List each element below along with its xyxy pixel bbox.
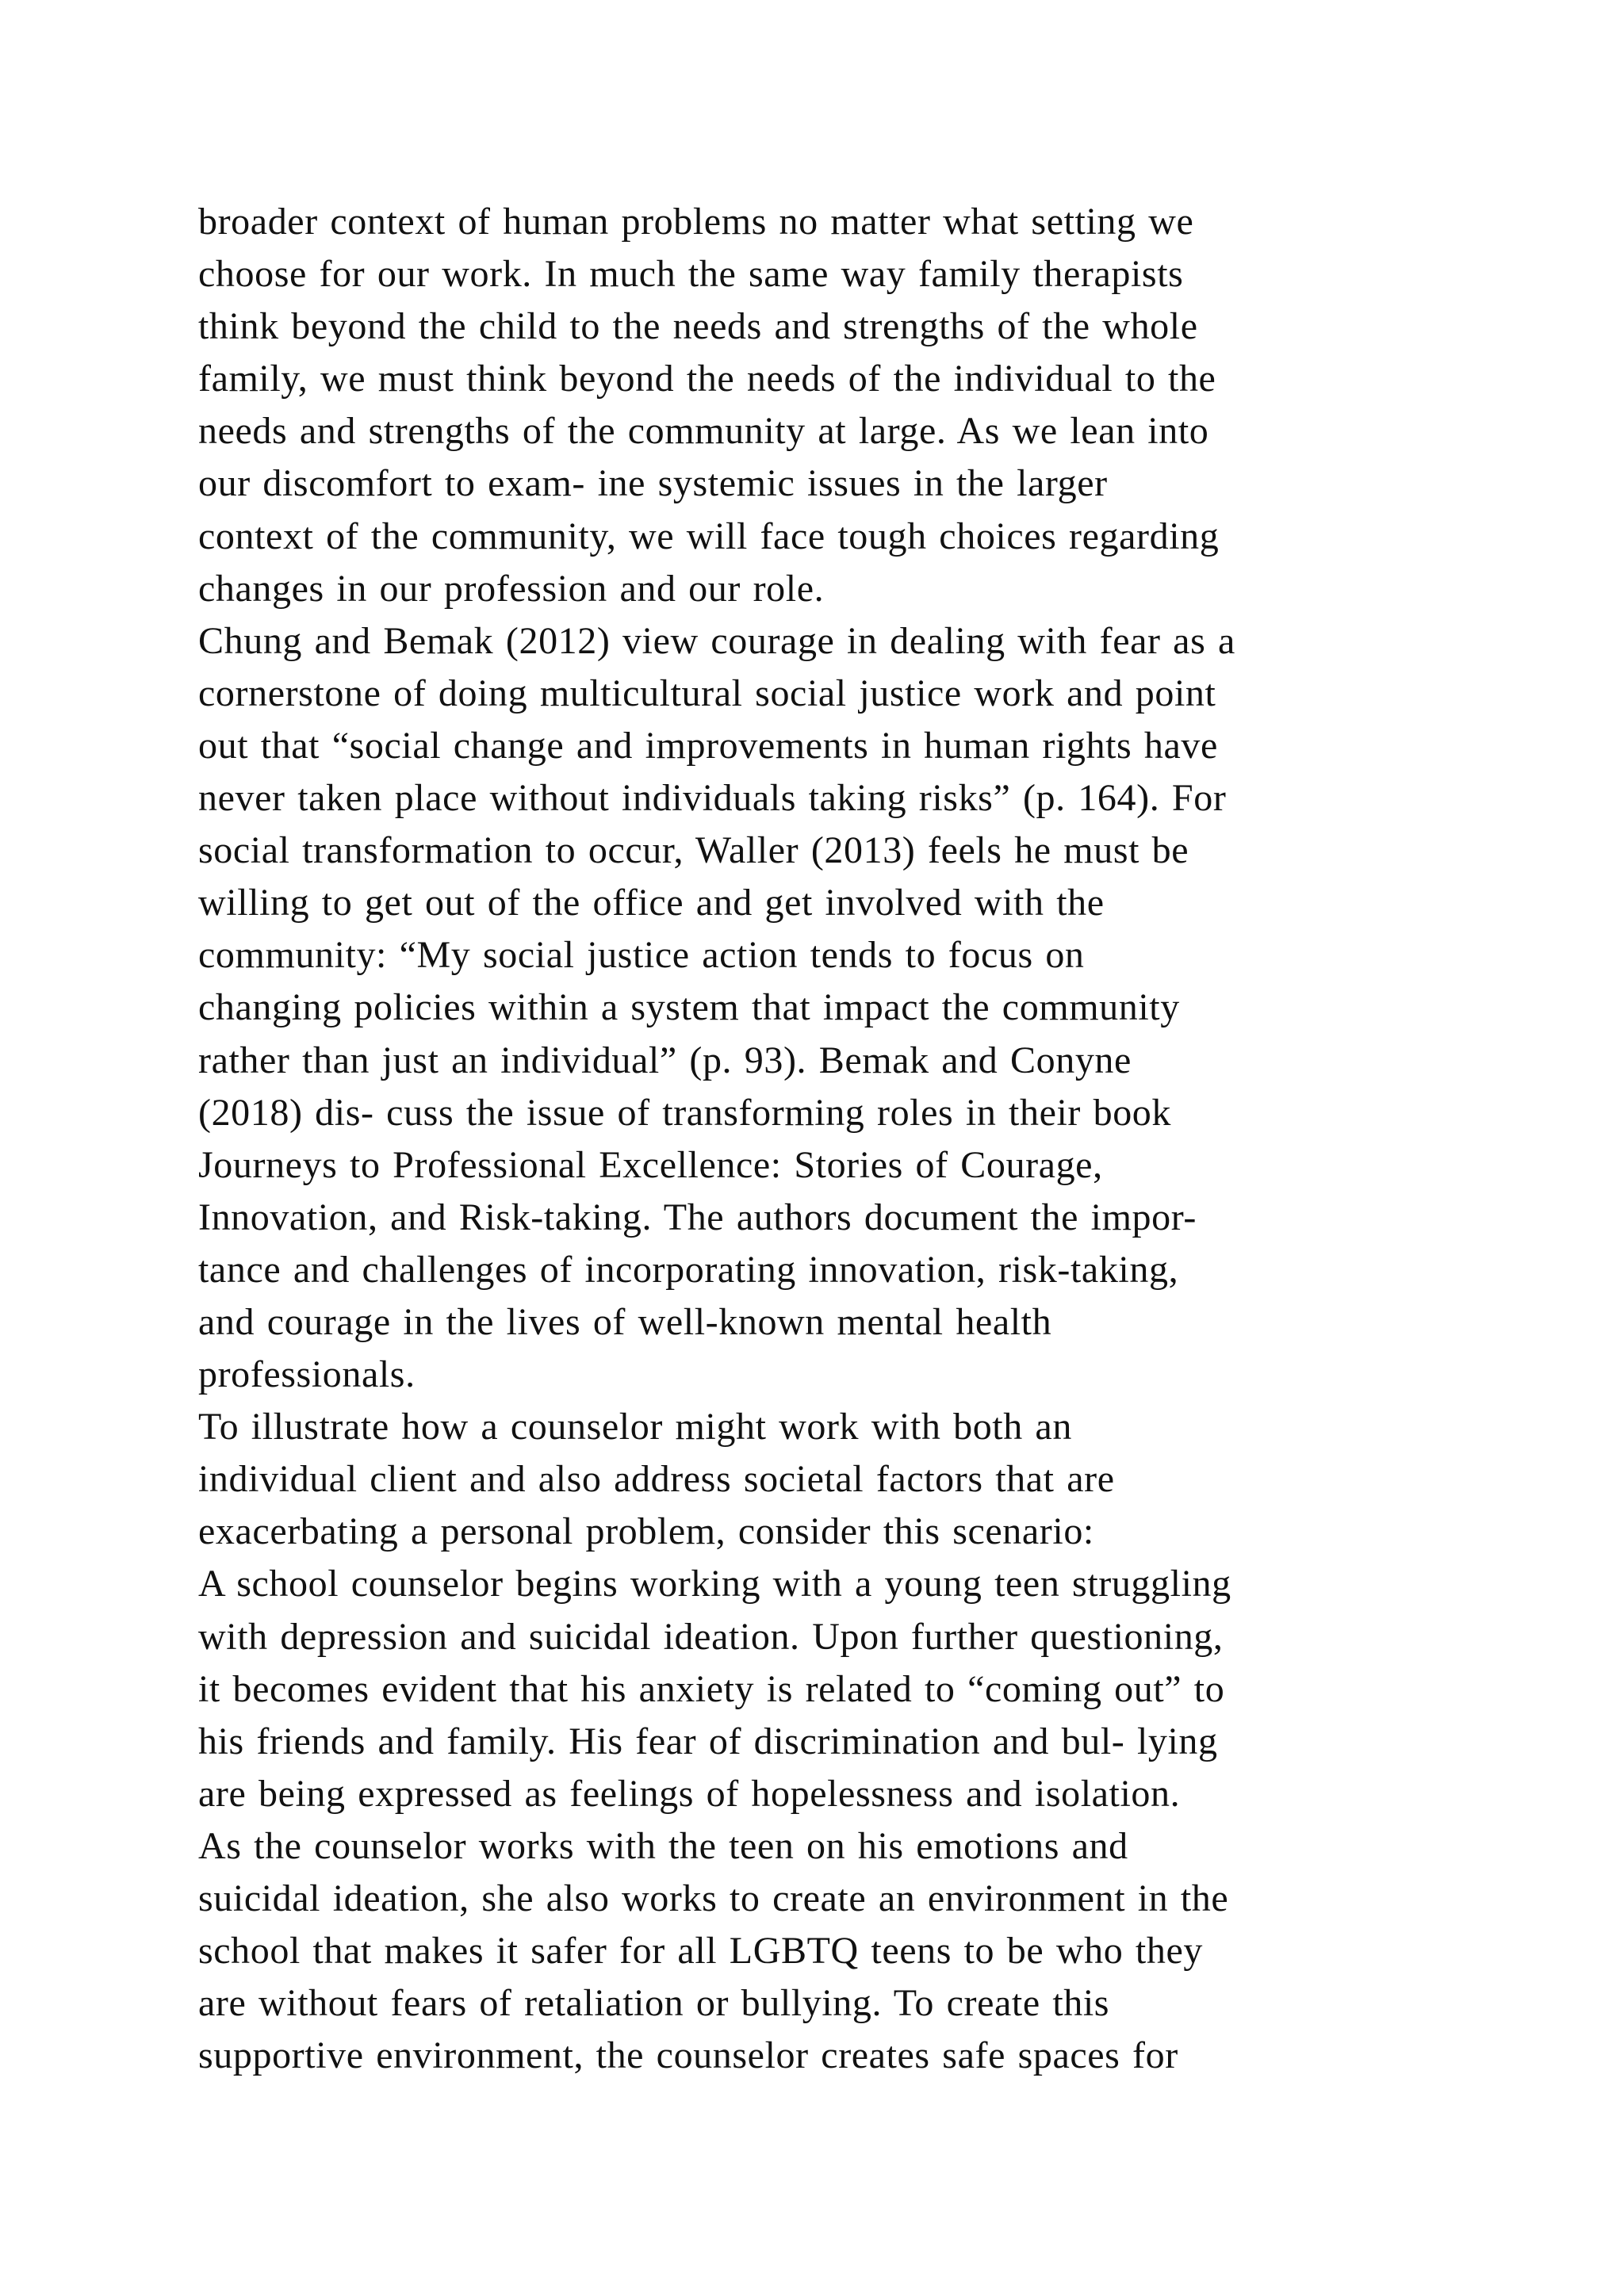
text-line: changing policies within a system that impact the community [198, 986, 1180, 1029]
text-line: cornerstone of doing multicultural social justice work and point [198, 672, 1216, 714]
text-line: family, we must think beyond the needs of the individual to the [198, 358, 1216, 400]
text-line: As the counselor works with the teen on his emotions and [198, 1824, 1128, 1867]
text-line: choose for our work. In much the same way family therapists [198, 253, 1184, 296]
text-line: Innovation, and Risk-taking. The authors document the impor- [198, 1196, 1197, 1238]
text-line: think beyond the child to the needs and strengths of the whole [198, 305, 1198, 348]
text-line: (2018) dis- cuss the issue of transforming roles in their book [198, 1091, 1172, 1134]
text-line: context of the community, we will face tough choices regarding [198, 515, 1220, 557]
text-line: tance and challenges of incorporating innovation, risk-taking, [198, 1248, 1179, 1291]
text-line: supportive environment, the counselor creates safe spaces for [198, 2034, 1178, 2077]
text-line: Chung and Bemak (2012) view courage in dealing with fear as a [198, 619, 1235, 662]
body-text [198, 196, 1499, 2082]
text-line: are without fears of retaliation or bullying. To create this [198, 1982, 1110, 2025]
text-line: Journeys to Professional Excellence: Stories of Courage, [198, 1143, 1103, 1186]
text-line: social transformation to occur, Waller (2013) feels he must be [198, 829, 1189, 872]
text-line: and courage in the lives of well-known mental health [198, 1300, 1052, 1343]
text-line: our discomfort to exam- ine systemic issues in the larger [198, 462, 1108, 505]
text-line: school that makes it safer for all LGBTQ teens to be who they [198, 1930, 1203, 1973]
text-line: community: “My social justice action tends to focus on [198, 934, 1085, 977]
text-line: A school counselor begins working with a young teen struggling [198, 1563, 1231, 1605]
text-line: out that “social change and improvements in human rights have [198, 724, 1218, 767]
text-line: suicidal ideation, she also works to create an environment in the [198, 1877, 1229, 1919]
text-line: changes in our profession and our role. [198, 567, 825, 610]
text-line: professionals. [198, 1353, 416, 1396]
text-line: rather than just an individual” (p. 93). Bemak and Conyne [198, 1039, 1132, 1081]
text-line: with depression and suicidal ideation. Upon further questioning, [198, 1615, 1224, 1658]
text-line: individual client and also address societal factors that are [198, 1458, 1115, 1501]
text-line: willing to get out of the office and get involved with the [198, 882, 1105, 924]
text-line: exacerbating a personal problem, consider this scenario: [198, 1510, 1094, 1553]
text-line: are being expressed as feelings of hopelessness and isolation. [198, 1772, 1181, 1815]
text-line: needs and strengths of the community at large. As we lean into [198, 410, 1209, 453]
text-line: To illustrate how a counselor might work with both an [198, 1406, 1072, 1448]
text-line: broader context of human problems no matter what setting we [198, 201, 1194, 243]
text-line: it becomes evident that his anxiety is related to “coming out” to [198, 1667, 1225, 1710]
text-line: his friends and family. His fear of discrimination and bul- lying [198, 1720, 1218, 1762]
text-line: never taken place without individuals taking risks” (p. 164). For [198, 777, 1227, 820]
